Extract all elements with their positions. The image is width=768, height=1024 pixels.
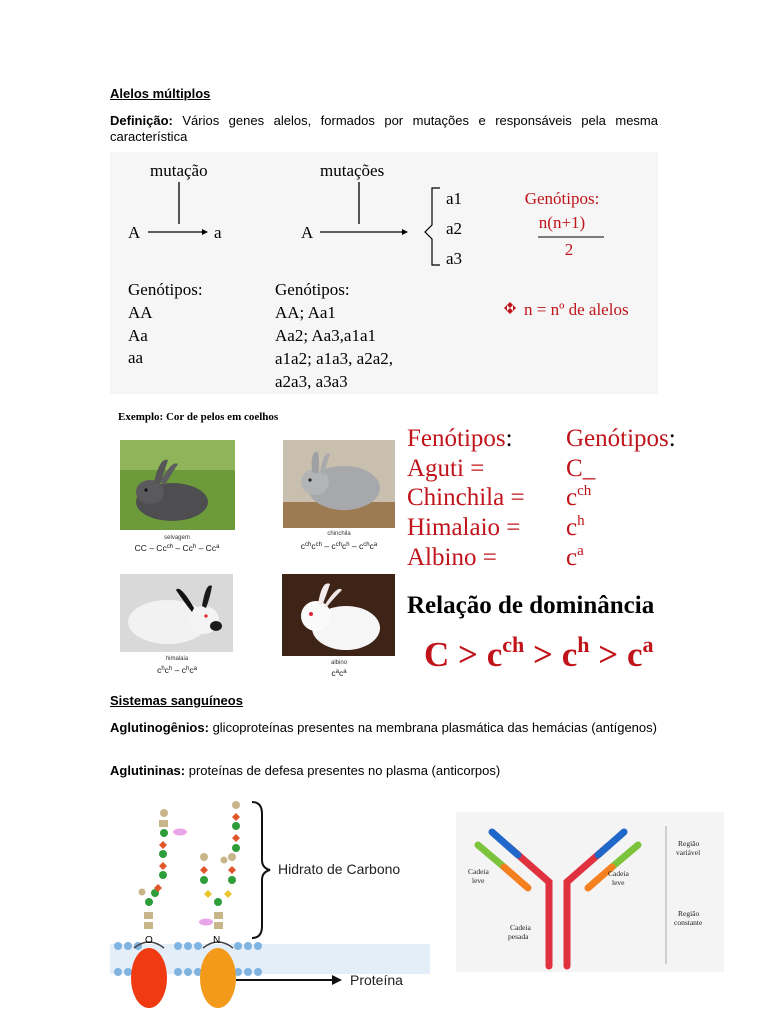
rabbit-formula-selvagem: CC – $Cc^{ch} - Cc^h - Cc^a$ — [134, 543, 220, 553]
genotypes-heading: Genótipos: — [566, 425, 676, 452]
rabbit-figure — [110, 402, 720, 680]
atom-o: O — [145, 935, 153, 946]
left-mutation-label: mutação — [150, 161, 208, 180]
branch-a2: a2 — [446, 219, 463, 238]
label-hidrato-carbono: Hidrato de Carbono — [278, 861, 401, 877]
rabbit-formula-himalaia: $c^hc^h - c^hc^a$ — [157, 665, 197, 675]
formula-title: Genótipos: — [524, 189, 600, 208]
definition-text: Vários genes alelos, formados por mutações e responsáveis pela mesma característica — [110, 113, 658, 144]
right-allele-A: A — [301, 223, 314, 242]
phenotype-row-2: Chinchila = — [407, 484, 525, 511]
left-genotype-2: Aa — [128, 326, 148, 345]
rabbit-photo-chinchila — [283, 440, 395, 528]
branch-a3: a3 — [446, 249, 463, 268]
genotype-row-2: $c^{ch}$ — [566, 483, 592, 511]
rabbit-formula-albino: $c^ac^a$ — [331, 668, 347, 678]
label-cadeia-leve-left: Cadeia leve — [468, 867, 489, 885]
protein-left — [131, 948, 167, 1008]
definition-label: Definição: — [110, 113, 173, 128]
label-proteina: Proteína — [350, 972, 403, 988]
rabbit-photo-himalaia — [120, 574, 233, 652]
phenotypes-heading: Fenótipos: — [407, 425, 513, 452]
rabbit-caption-himalaia: himalaia — [165, 656, 189, 662]
section-heading-alelos: Alelos múltiplos — [110, 86, 211, 101]
dominance-title: Relação de dominância — [407, 592, 655, 619]
branch-a1: a1 — [446, 189, 463, 208]
right-mutation-label: mutações — [320, 161, 385, 180]
rabbit-photo-agouti — [120, 440, 235, 530]
aglutinogenios-text: glicoproteínas presentes na membrana plasmática das hemácias (antígenos) — [212, 720, 657, 735]
section-heading-sistemas: Sistemas sanguíneos — [110, 693, 243, 708]
rabbit-caption-albino: albino — [330, 660, 348, 666]
rabbit-caption-selvagem: selvagem — [164, 535, 190, 541]
formula-numerator: n(n+1) — [538, 213, 586, 232]
genotype-row-4: $c^a$ — [566, 543, 584, 571]
label-cadeia-leve-right: Cadeia leve — [608, 869, 629, 887]
aglutinogenios-label: Aglutinogênios: — [110, 720, 209, 735]
mutation-figure — [110, 152, 658, 394]
genotype-row-1: C_ — [566, 455, 596, 482]
phenotype-row-4: Albino = — [407, 544, 497, 571]
dominance-relation: $C > c^{ch} > c^h > c^a$ — [424, 632, 654, 674]
phenotype-row-3: Himalaio = — [407, 514, 521, 541]
glycoprotein-figure — [110, 796, 430, 1014]
rabbit-photo-albino — [282, 574, 395, 656]
protein-right — [200, 948, 236, 1008]
aglutininas-label: Aglutininas: — [110, 763, 186, 778]
genotype-row-3: $c^h$ — [566, 513, 585, 541]
left-genotype-1: AA — [128, 303, 153, 322]
rabbit-figure-title: Exemplo: Cor de pelos em coelhos — [118, 411, 279, 423]
label-regiao-constante: Região constante — [674, 909, 703, 927]
antibody-figure — [456, 812, 724, 972]
right-genotype-4: a2a3, a3a3 — [275, 372, 348, 391]
right-genotype-3: a1a2; a1a3, a2a2, — [275, 349, 393, 368]
aglutinogenios-paragraph — [110, 720, 658, 736]
label-regiao-variavel: Região variável — [676, 839, 701, 857]
left-genotypes-title: Genótipos: — [128, 280, 203, 299]
left-genotype-3: aa — [128, 348, 144, 367]
formula-denominator: 2 — [564, 240, 574, 259]
phenotype-row-1: Aguti = — [407, 455, 485, 482]
left-allele-A: A — [128, 223, 141, 242]
right-genotypes-title: Genótipos: — [275, 280, 350, 299]
rabbit-caption-chinchila: chinchila — [327, 531, 351, 537]
label-cadeia-pesada: Cadeia pesada — [508, 923, 531, 941]
rabbit-formula-chinchila: $c^{ch}c^{ch} - c^{ch}c^h - c^{ch}c^a$ — [300, 541, 378, 551]
atom-n: N — [213, 935, 221, 946]
right-genotype-2: Aa2; Aa3,a1a1 — [275, 326, 377, 345]
definition-paragraph — [110, 113, 658, 145]
aglutininas-text: proteínas de defesa presentes no plasma (anticorpos) — [188, 763, 501, 778]
n-note: n = nº de alelos — [524, 300, 629, 319]
right-genotype-1: AA; Aa1 — [275, 303, 336, 322]
left-allele-a: a — [214, 223, 222, 242]
aglutininas-paragraph — [110, 763, 658, 779]
